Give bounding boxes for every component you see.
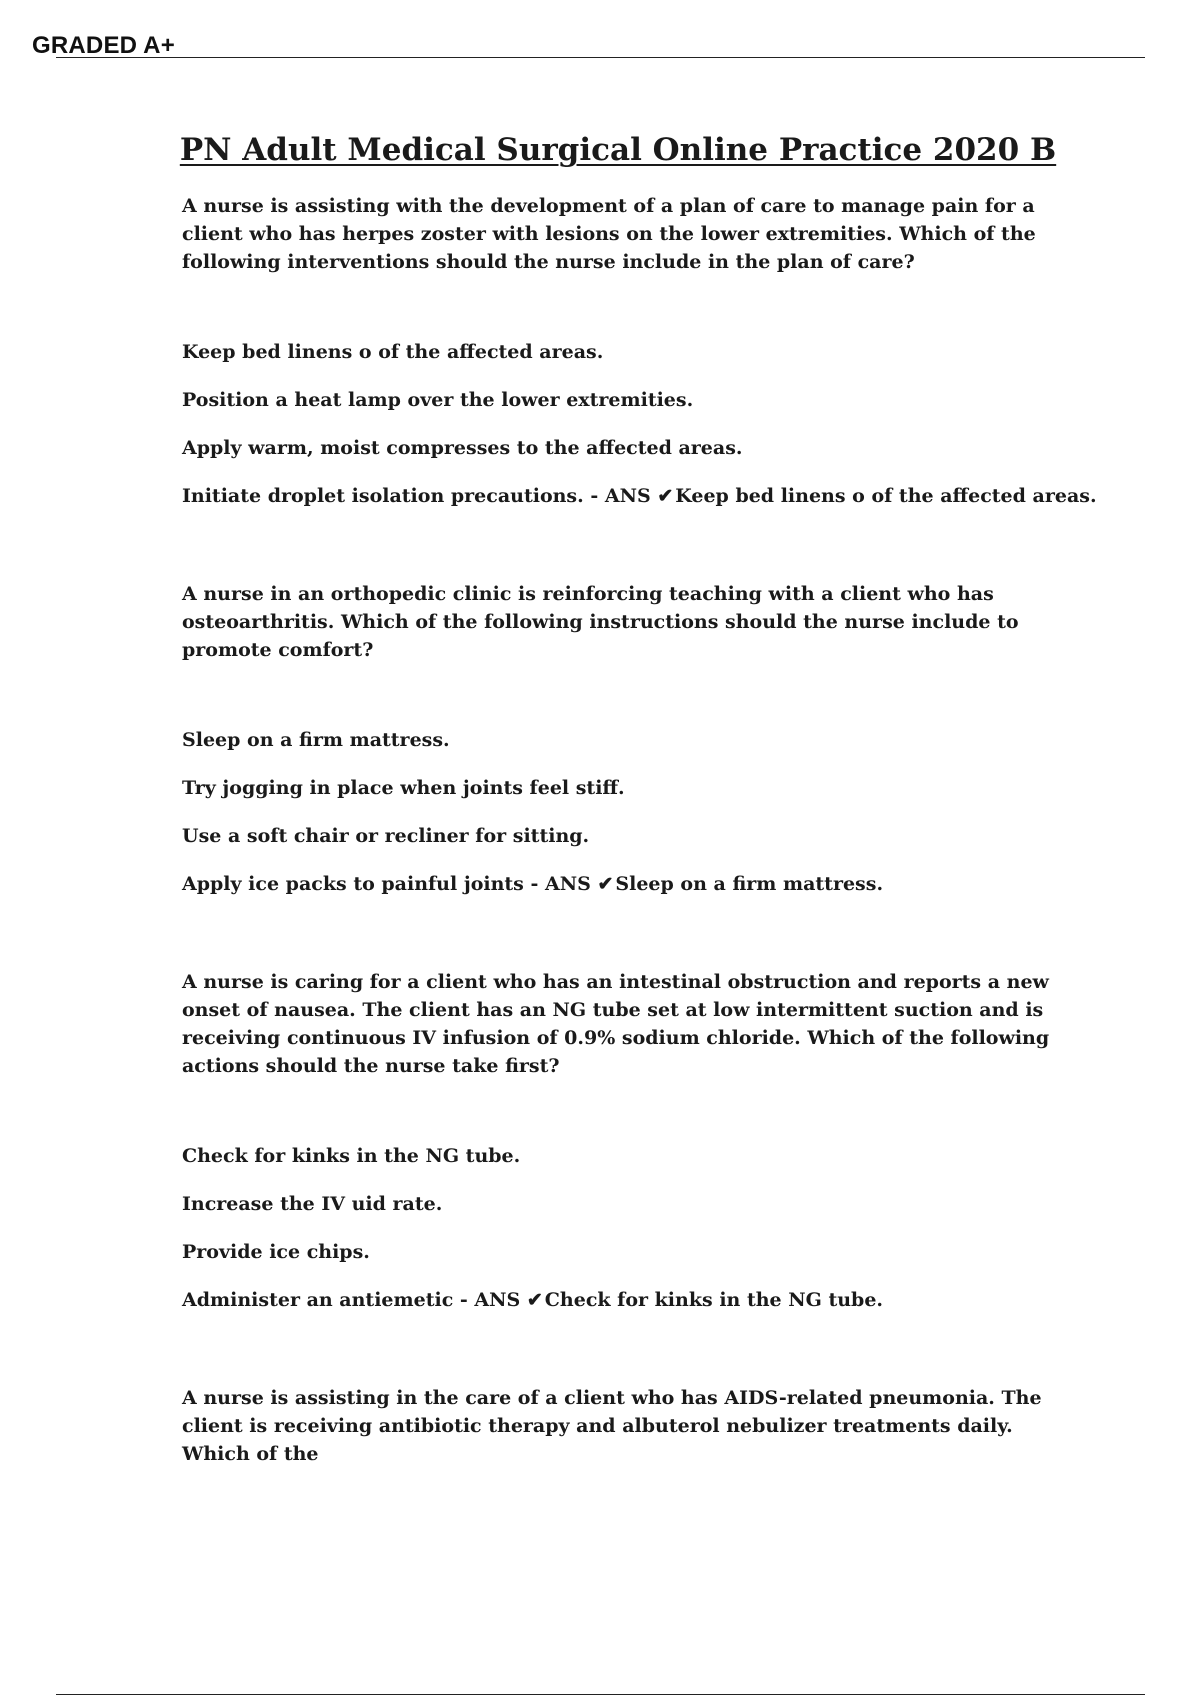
grade-label: GRADED A+ xyxy=(32,32,175,59)
question-block-1 xyxy=(182,192,1097,510)
answer-text: Sleep on a firm mattress. xyxy=(615,873,884,895)
option-item: Use a soft chair or recliner for sitting. xyxy=(182,825,590,847)
options-list xyxy=(182,726,1062,898)
option-item: Sleep on a firm mattress. xyxy=(182,729,450,751)
document-body xyxy=(182,192,1097,1468)
option-item-with-answer xyxy=(182,482,1097,510)
option-text: Initiate droplet isolation precautions. xyxy=(182,485,584,507)
question-stem: A nurse in an orthopedic clinic is reinforcing teaching with a client who has osteoarthritis. Which of the following instructions should the nurse include to promote comfort? xyxy=(182,583,1019,661)
question-stem: A nurse is assisting in the care of a client who has AIDS-related pneumonia. The client is receiving antibiotic therapy and albuterol nebulizer treatments daily. Which of the xyxy=(182,1387,1042,1465)
option-item: Apply warm, moist compresses to the affected areas. xyxy=(182,437,743,459)
option-item-with-answer xyxy=(182,1286,1062,1314)
answer-text: Check for kinks in the NG tube. xyxy=(544,1289,884,1311)
checkmark-icon: ✔ xyxy=(526,1289,543,1311)
question-stem: A nurse is caring for a client who has an intestinal obstruction and reports a new onset of nausea. The client has an NG tube set at low intermittent suction and is receiving continuous IV infusion of 0.9% sodium chloride. Which of the following actions should the nurse take first? xyxy=(182,971,1050,1077)
option-item: Increase the IV uid rate. xyxy=(182,1193,443,1215)
answer-text: Keep bed linens o of the affected areas. xyxy=(675,485,1097,507)
header-rule xyxy=(56,57,1145,58)
document-title: PN Adult Medical Surgical Online Practice 2020 B xyxy=(179,132,1057,168)
checkmark-icon: ✔ xyxy=(657,485,674,507)
options-list xyxy=(182,338,1097,510)
option-item: Check for kinks in the NG tube. xyxy=(182,1145,521,1167)
footer-rule xyxy=(56,1694,1145,1695)
question-block-4 xyxy=(182,1384,1062,1468)
option-text: Apply ice packs to painful joints xyxy=(182,873,524,895)
answer-prefix: - ANS xyxy=(530,873,591,895)
question-block-2 xyxy=(182,580,1062,898)
option-item: Try jogging in place when joints feel stiff. xyxy=(182,777,625,799)
option-text: Administer an antiemetic xyxy=(182,1289,454,1311)
checkmark-icon: ✔ xyxy=(597,873,614,895)
option-item: Position a heat lamp over the lower extremities. xyxy=(182,389,694,411)
option-item: Keep bed linens o of the affected areas. xyxy=(182,341,604,363)
answer-prefix: - ANS xyxy=(459,1289,521,1311)
options-list xyxy=(182,1142,1062,1314)
answer-prefix: - ANS xyxy=(590,485,651,507)
question-block-3 xyxy=(182,968,1062,1314)
option-item-with-answer xyxy=(182,870,1062,898)
option-item: Provide ice chips. xyxy=(182,1241,370,1263)
question-stem: A nurse is assisting with the development of a plan of care to manage pain for a client who has herpes zoster with lesions on the lower extremities. Which of the following interventions should the nurse include in the plan of care? xyxy=(182,195,1036,273)
